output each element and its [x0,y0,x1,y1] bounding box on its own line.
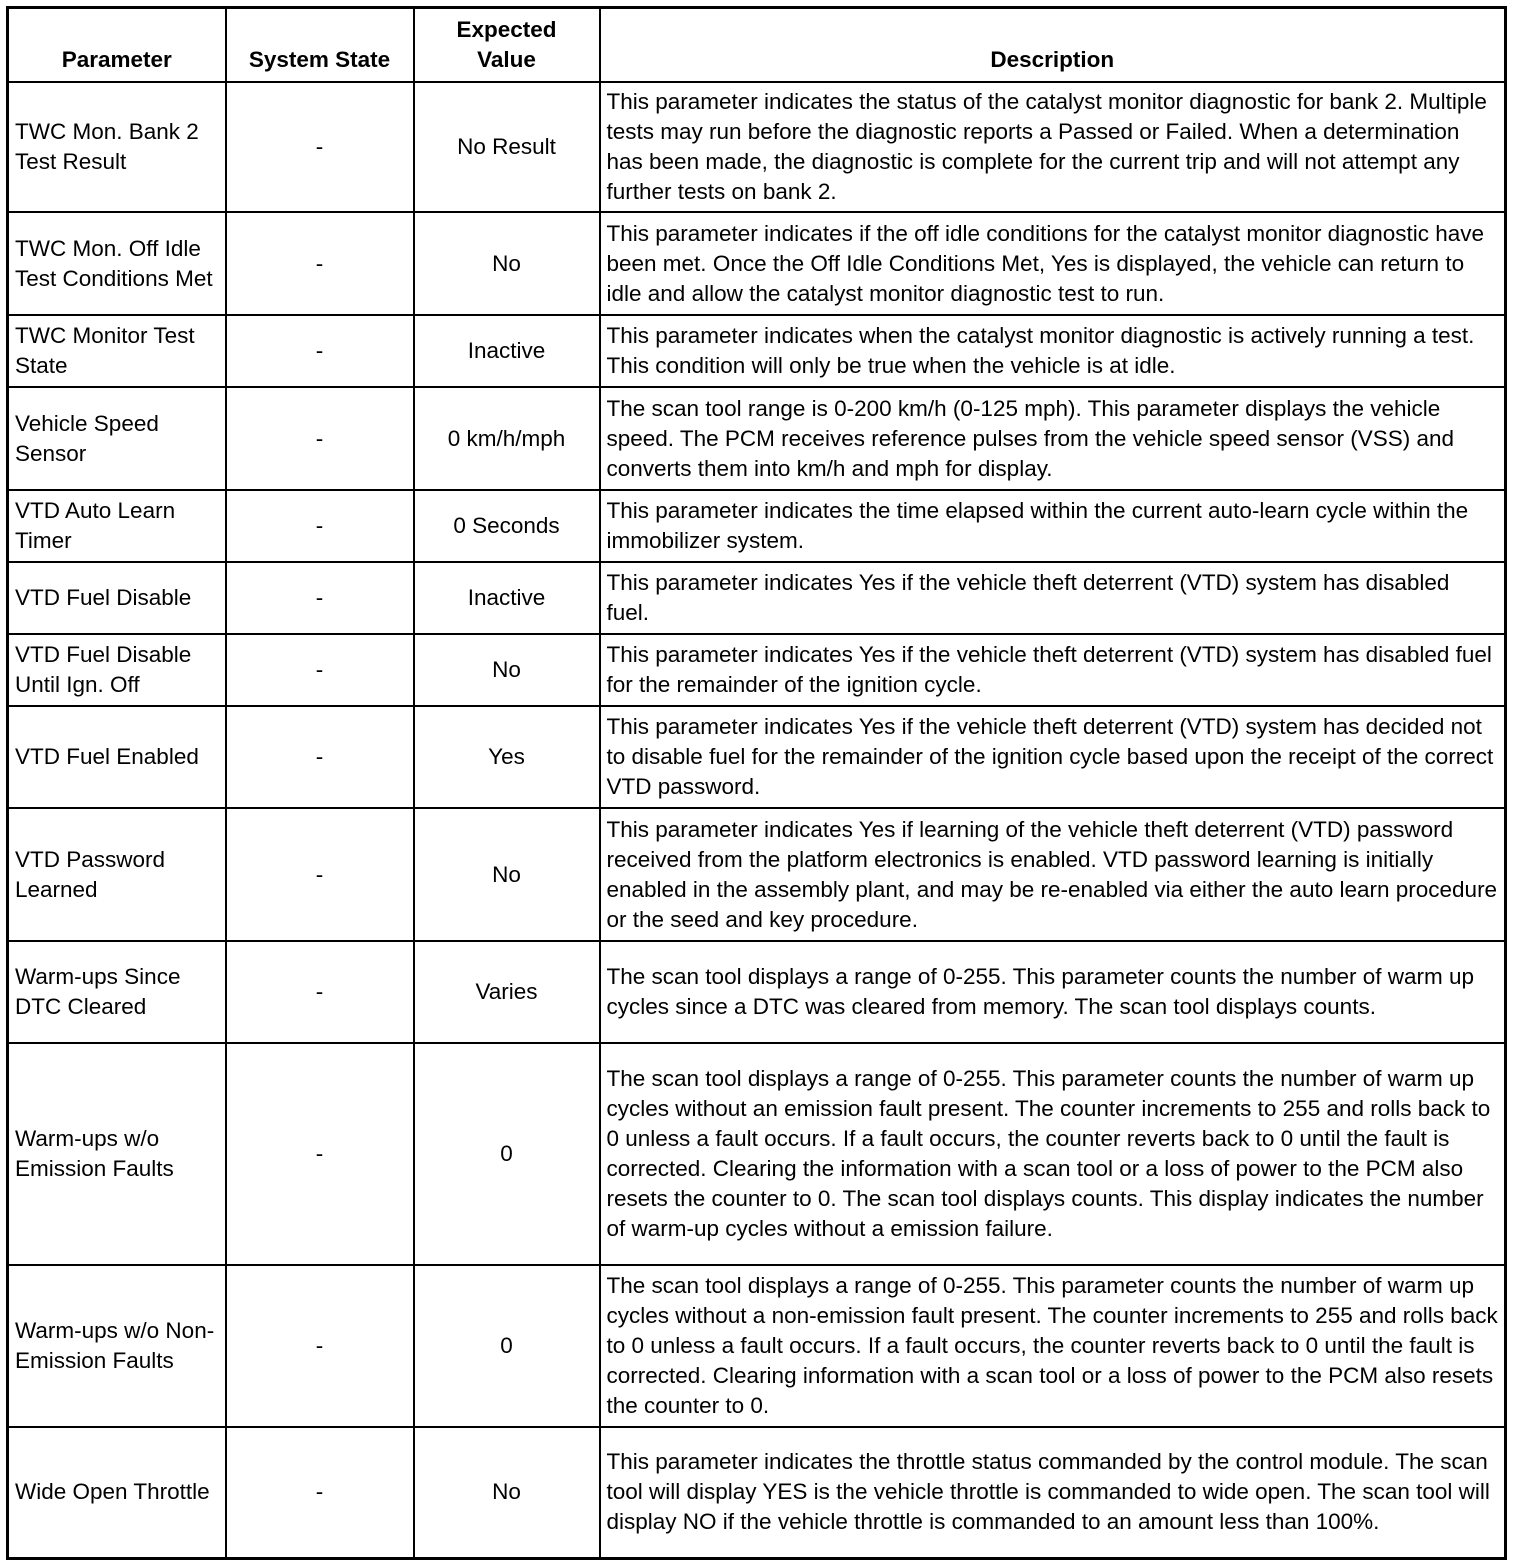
table-row [8,1043,1506,1265]
description-cell: This parameter indicates when the catalyst monitor diagnostic is actively running a test. This condition will only be true when the vehicle is at idle. [600,315,1506,387]
description-cell: This parameter indicates Yes if the vehicle theft deterrent (VTD) system has decided not to disable fuel for the remainder of the ignition cycle based upon the receipt of the correct VTD password. [600,706,1506,808]
description-cell: This parameter indicates Yes if the vehicle theft deterrent (VTD) system has disabled fuel for the remainder of the ignition cycle. [600,634,1506,706]
description-cell: The scan tool displays a range of 0-255. This parameter counts the number of warm up cycles without a non-emission fault present. The counter increments to 255 and rolls back to 0 unless a fault occurs. If a fault occurs, the counter reverts back to 0 until the fault is corrected. Clearing information with a scan tool or a loss of power to the PCM also resets the counter to 0. [600,1265,1506,1427]
table-row [8,941,1506,1043]
expected-value-cell: 0 [414,1043,600,1265]
parameter-cell: VTD Fuel Enabled [8,706,226,808]
description-cell: The scan tool range is 0-200 km/h (0-125 mph). This parameter displays the vehicle speed. The PCM receives reference pulses from the vehicle speed sensor (VSS) and converts them into km/h and mph for display. [600,387,1506,490]
description-cell: The scan tool displays a range of 0-255. This parameter counts the number of warm up cycles since a DTC was cleared from memory. The scan tool displays counts. [600,941,1506,1043]
system-state-cell: - [226,808,414,941]
system-state-cell: - [226,1427,414,1558]
system-state-cell: - [226,212,414,315]
system-state-cell: - [226,634,414,706]
parameter-cell: Vehicle Speed Sensor [8,387,226,490]
expected-value-cell: 0 km/h/mph [414,387,600,490]
system-state-cell: - [226,1043,414,1265]
header-expected-value: Expected Value [414,8,600,83]
expected-value-cell: Varies [414,941,600,1043]
parameter-cell: VTD Fuel Disable Until Ign. Off [8,634,226,706]
parameter-cell: Warm-ups Since DTC Cleared [8,941,226,1043]
description-cell: The scan tool displays a range of 0-255. This parameter counts the number of warm up cycles without an emission fault present. The counter increments to 255 and rolls back to 0 unless a fault occurs. If a fault occurs, the counter reverts back to 0 until the fault is corrected. Clearing the information with a scan tool or a loss of power to the PCM also resets the counter to 0. The scan tool displays counts. This display indicates the number of warm-up cycles without a emission failure. [600,1043,1506,1265]
expected-value-cell: No [414,1427,600,1558]
expected-value-cell: No [414,212,600,315]
description-cell: This parameter indicates if the off idle conditions for the catalyst monitor diagnostic have been met. Once the Off Idle Conditions Met, Yes is displayed, the vehicle can return to idle and allow the catalyst monitor diagnostic test to run. [600,212,1506,315]
description-cell: This parameter indicates Yes if the vehicle theft deterrent (VTD) system has disabled fuel. [600,562,1506,634]
system-state-cell: - [226,387,414,490]
table-row [8,1427,1506,1558]
parameter-cell: VTD Auto Learn Timer [8,490,226,562]
system-state-cell: - [226,941,414,1043]
parameter-cell: Wide Open Throttle [8,1427,226,1558]
expected-value-cell: Yes [414,706,600,808]
system-state-cell: - [226,1265,414,1427]
header-row [8,8,1506,83]
table-body [8,82,1506,1558]
header-parameter: Parameter [8,8,226,83]
parameter-cell: TWC Monitor Test State [8,315,226,387]
system-state-cell: - [226,82,414,212]
system-state-cell: - [226,706,414,808]
description-cell: This parameter indicates the status of the catalyst monitor diagnostic for bank 2. Multiple tests may run before the diagnostic reports a Passed or Failed. When a determination has been made, the diagnostic is complete for the current trip and will not attempt any further tests on bank 2. [600,82,1506,212]
header-system-state: System State [226,8,414,83]
expected-value-cell: No Result [414,82,600,212]
parameter-cell: TWC Mon. Off Idle Test Conditions Met [8,212,226,315]
header-description: Description [600,8,1506,83]
table-row [8,82,1506,212]
system-state-cell: - [226,315,414,387]
table-row [8,634,1506,706]
table-row [8,1265,1506,1427]
description-cell: This parameter indicates Yes if learning of the vehicle theft deterrent (VTD) password received from the platform electronics is enabled. VTD password learning is initially enabled in the assembly plant, and may be re-enabled via either the auto learn procedure or the seed and key procedure. [600,808,1506,941]
expected-value-cell: 0 [414,1265,600,1427]
parameter-cell: Warm-ups w/o Non-Emission Faults [8,1265,226,1427]
parameter-cell: TWC Mon. Bank 2 Test Result [8,82,226,212]
expected-value-cell: No [414,808,600,941]
system-state-cell: - [226,562,414,634]
table-row [8,706,1506,808]
expected-value-cell: Inactive [414,562,600,634]
expected-value-cell: 0 Seconds [414,490,600,562]
description-cell: This parameter indicates the throttle status commanded by the control module. The scan tool will display YES is the vehicle throttle is commanded to wide open. The scan tool will display NO if the vehicle throttle is commanded to an amount less than 100%. [600,1427,1506,1558]
parameter-cell: VTD Fuel Disable [8,562,226,634]
expected-value-cell: Inactive [414,315,600,387]
parameter-cell: VTD Password Learned [8,808,226,941]
expected-value-cell: No [414,634,600,706]
table-row [8,315,1506,387]
table-row [8,387,1506,490]
table-row [8,212,1506,315]
table-row [8,808,1506,941]
parameter-cell: Warm-ups w/o Emission Faults [8,1043,226,1265]
system-state-cell: - [226,490,414,562]
table-row [8,490,1506,562]
description-cell: This parameter indicates the time elapsed within the current auto-learn cycle within the immobilizer system. [600,490,1506,562]
parameter-table [6,6,1507,1560]
table-row [8,562,1506,634]
